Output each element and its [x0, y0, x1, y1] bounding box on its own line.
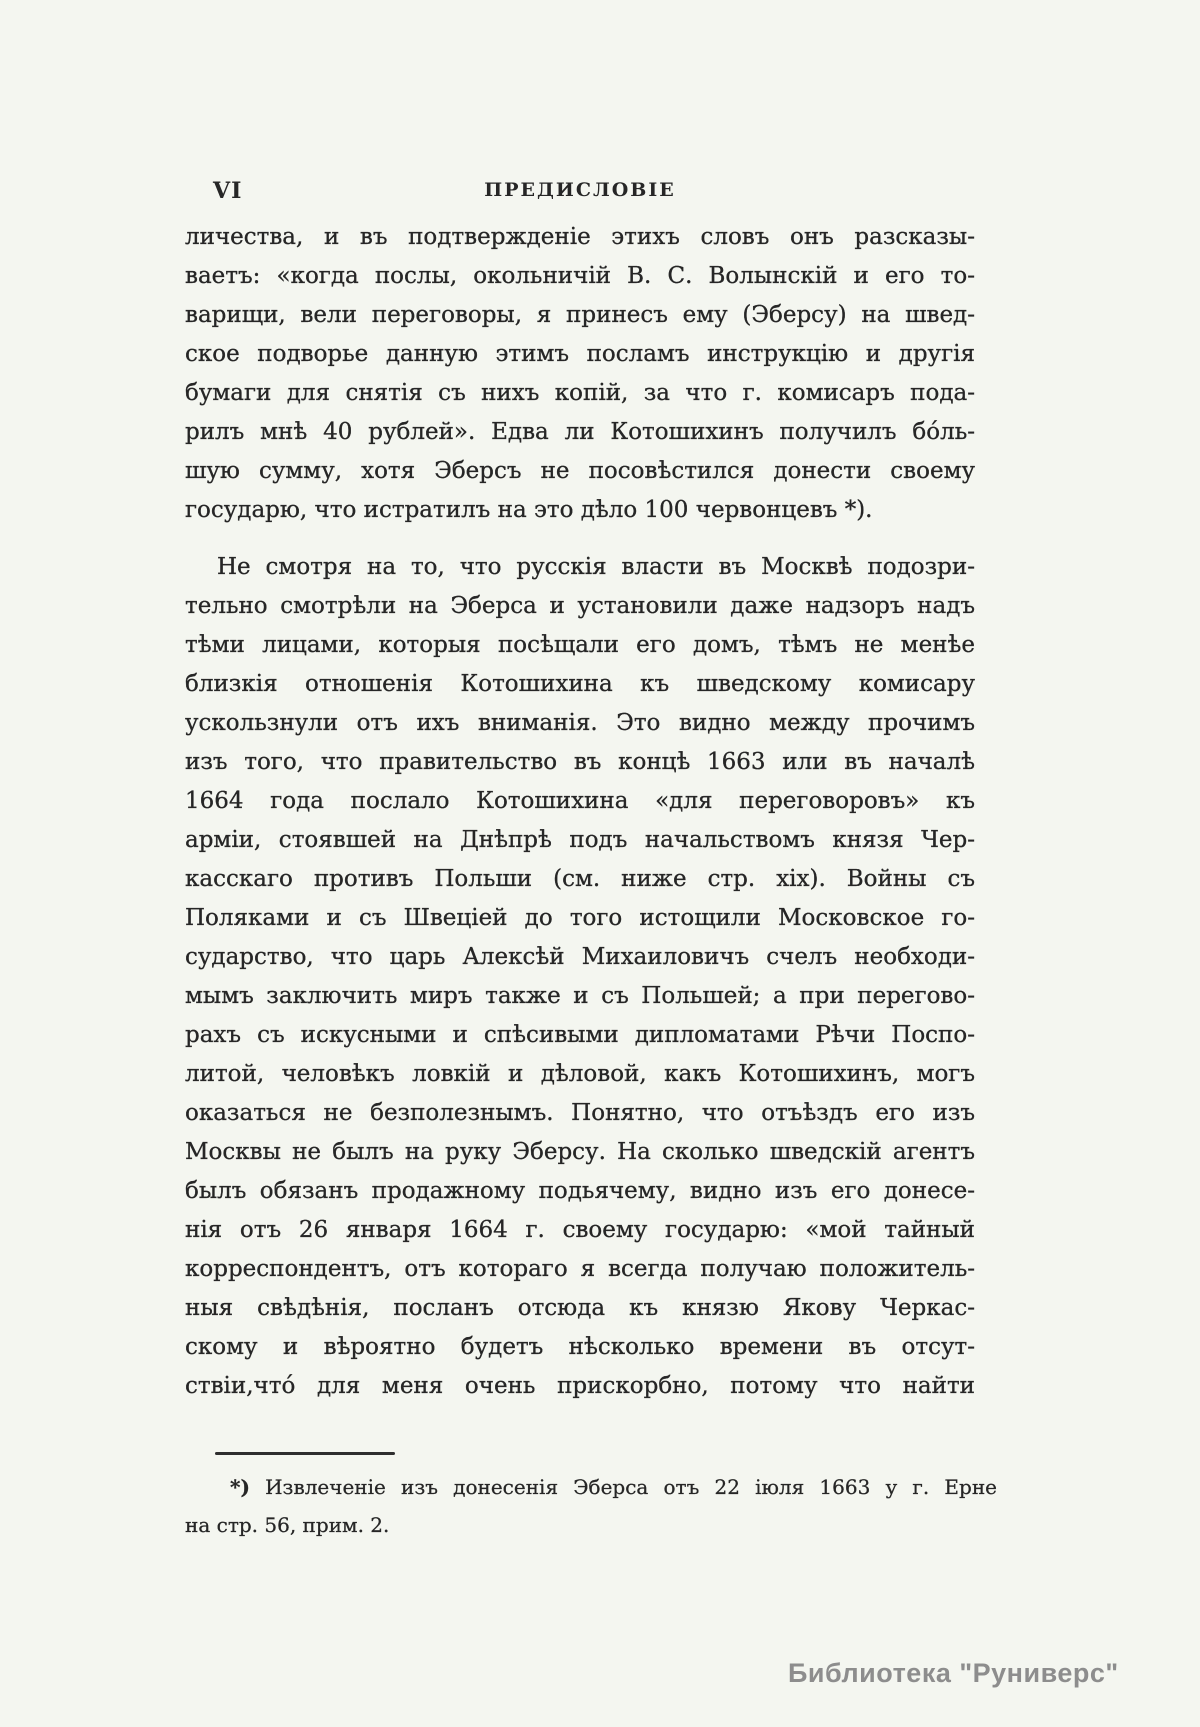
running-head	[185, 176, 975, 206]
text-line: личества, и въ подтвержденіе этихъ словъ онъ разсказы-	[185, 224, 975, 250]
text-line: былъ обязанъ продажному подьячему, видно изъ его донесе-	[185, 1178, 975, 1204]
footnote	[185, 1468, 997, 1544]
text-line: корреспондентъ, отъ котораго я всегда получаю положитель-	[185, 1256, 975, 1282]
text-line: ствіи,чтó для меня очень прискорбно, потому что найти	[185, 1373, 975, 1399]
text-line: варищи, вели переговоры, я принесъ ему (Эберсу) на швед-	[185, 302, 975, 328]
library-watermark: Библиотека "Руниверс"	[788, 1658, 1119, 1688]
text-line: тѣми лицами, которыя посѣщали его домъ, тѣмъ не менѣе	[185, 632, 975, 658]
body-text	[185, 218, 975, 1406]
text-line: скому и вѣроятно будетъ нѣсколько времени въ отсут-	[185, 1334, 975, 1360]
footnote-separator	[215, 1452, 395, 1455]
text-line: Поляками и съ Швеціей до того истощили Московское го-	[185, 905, 975, 931]
text-line: литой, человѣкъ ловкій и дѣловой, какъ Котошихинъ, могъ	[185, 1061, 975, 1087]
paragraph	[185, 218, 975, 530]
text-line: Москвы не былъ на руку Эберсу. На сколько шведскій агентъ	[185, 1139, 975, 1165]
text-line: ваетъ: «когда послы, окольничій В. С. Волынскій и его то-	[185, 263, 975, 289]
footnote-marker: *)	[230, 1475, 250, 1499]
text-line: шую сумму, хотя Эберсъ не посовѣстился донести своему	[185, 458, 975, 484]
text-line: рахъ съ искусными и спѣсивыми дипломатами Рѣчи Поспо-	[185, 1022, 975, 1048]
text-line: арміи, стоявшей на Днѣпрѣ подъ начальствомъ князя Чер-	[185, 827, 975, 853]
footnote-line	[185, 1468, 997, 1506]
text-line: Не смотря на то, что русскія власти въ Москвѣ подозри-	[217, 554, 975, 580]
text-line: ускользнули отъ ихъ вниманія. Это видно между прочимъ	[185, 710, 975, 736]
text-line: мымъ заключить миръ также и съ Польшей; а при перегово-	[185, 983, 975, 1009]
text-line: касскаго противъ Польши (см. ниже стр. xix). Войны съ	[185, 866, 975, 892]
text-line: рилъ мнѣ 40 рублей». Едва ли Котошихинъ получилъ бóль-	[185, 419, 975, 445]
page-number: VI	[213, 178, 243, 204]
text-line: бумаги для снятія съ нихъ копій, за что г. комисаръ пода-	[185, 380, 975, 406]
footnote-line: на стр. 56, прим. 2.	[185, 1513, 390, 1537]
text-line: оказаться не безполезнымъ. Понятно, что отъѣздъ его изъ	[185, 1100, 975, 1126]
text-line: близкія отношенія Котошихина къ шведскому комисару	[185, 671, 975, 697]
text-line: ныя свѣдѣнія, посланъ отсюда къ князю Якову Черкас-	[185, 1295, 975, 1321]
text-line: 1664 года послало Котошихина «для переговоровъ» къ	[185, 788, 975, 814]
footnote-text: Извлеченіе изъ донесенія Эберса отъ 22 іюля 1663 у г. Ерне	[265, 1475, 997, 1499]
text-line: нія отъ 26 января 1664 г. своему государю: «мой тайный	[185, 1217, 975, 1243]
paragraph	[185, 548, 975, 1406]
text-line: сударство, что царь Алексѣй Михаиловичъ счелъ необходи-	[185, 944, 975, 970]
text-line: тельно смотрѣли на Эберса и установили даже надзоръ надъ	[185, 593, 975, 619]
running-title: ПРЕДИСЛОВІЕ	[484, 179, 676, 201]
text-line: изъ того, что правительство въ концѣ 1663 или въ началѣ	[185, 749, 975, 775]
text-line: государю, что истратилъ на это дѣло 100 червонцевъ *).	[185, 497, 873, 523]
text-line: ское подворье данную этимъ посламъ инструкцію и другія	[185, 341, 975, 367]
